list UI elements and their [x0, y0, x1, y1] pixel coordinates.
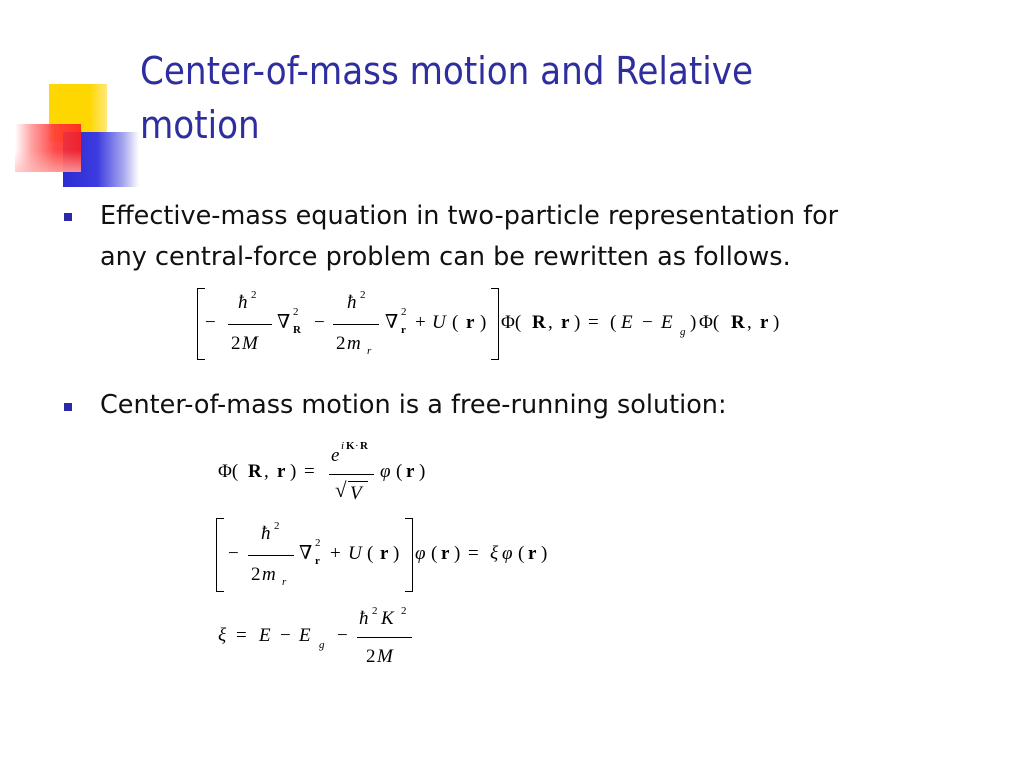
energy-Eg: E	[661, 312, 673, 333]
hbar-symbol: ħ	[347, 292, 357, 313]
mass-m: m	[262, 564, 276, 585]
vector-R: R	[248, 461, 262, 482]
deco-red-square-fade	[15, 124, 81, 172]
comma: ,	[747, 312, 752, 333]
bullet-marker-2	[64, 403, 72, 411]
plus-sign: +	[330, 543, 341, 564]
left-bracket	[197, 288, 205, 360]
paren: )	[419, 461, 426, 482]
paren: (	[396, 461, 403, 482]
paren: (	[367, 543, 374, 564]
vector-r: r	[277, 461, 286, 482]
subscript-g: g	[319, 639, 325, 651]
fraction-bar	[228, 324, 272, 325]
vector-R: R	[532, 312, 546, 333]
subscript-r: r	[367, 345, 372, 357]
hbar-symbol: ħ	[359, 608, 369, 629]
sqrt-symbol: √	[335, 478, 347, 502]
nabla-symbol: ∇	[299, 543, 313, 564]
minus-sign: −	[642, 312, 653, 333]
minus-sign: −	[314, 312, 325, 333]
nabla-symbol: ∇	[277, 312, 291, 333]
energy-E: E	[621, 312, 633, 333]
bullet-1-text	[100, 196, 838, 278]
superscript: 2	[293, 306, 299, 318]
volume-V: V	[350, 483, 362, 504]
subscript-R: R	[293, 324, 301, 336]
equals-sign: =	[468, 543, 479, 564]
hbar-symbol: ħ	[261, 523, 271, 544]
paren: )	[290, 461, 297, 482]
denominator-2: 2	[366, 646, 376, 667]
wavevector-K: K	[381, 608, 394, 629]
paren: )	[690, 312, 697, 333]
subscript-r: r	[401, 324, 406, 336]
comma: ,	[548, 312, 553, 333]
hbar-symbol: ħ	[238, 292, 248, 313]
superscript: 2	[251, 289, 257, 301]
paren: (	[610, 312, 617, 333]
superscript: 2	[274, 520, 280, 532]
superscript-R: R	[360, 440, 368, 452]
denominator-2: 2	[231, 333, 241, 354]
eigenvalue-xi: ξ	[218, 625, 227, 646]
right-bracket	[405, 518, 413, 592]
fraction-bar	[248, 555, 294, 556]
slide-title	[140, 44, 1000, 152]
equals-sign: =	[236, 625, 247, 646]
potential-U: U	[432, 312, 446, 333]
superscript-K: K	[346, 440, 355, 452]
dot-product: ·	[355, 440, 359, 452]
paren: (	[518, 543, 525, 564]
vector-r: r	[466, 312, 475, 333]
wavefunction-Phi: Φ(	[218, 461, 239, 482]
vector-r: r	[406, 461, 415, 482]
paren: )	[480, 312, 487, 333]
denominator-2: 2	[336, 333, 346, 354]
subscript-r: r	[315, 555, 320, 567]
bullet-1-line2: any central-force problem can be rewritten as follows.	[100, 242, 791, 272]
mass-m: m	[347, 333, 361, 354]
exponential-e: e	[331, 445, 340, 466]
denominator-2: 2	[251, 564, 261, 585]
superscript: 2	[360, 289, 366, 301]
wavefunction-varphi: φ	[380, 461, 391, 482]
slide-title-line1: Center-of-mass motion and Relative	[140, 49, 754, 93]
equals-sign: =	[304, 461, 315, 482]
wavefunction-varphi: φ	[415, 543, 426, 564]
paren: )	[574, 312, 581, 333]
right-bracket	[491, 288, 499, 360]
wavefunction-varphi: φ	[502, 543, 513, 564]
mass-M: M	[242, 333, 258, 354]
paren: )	[541, 543, 548, 564]
potential-U: U	[348, 543, 362, 564]
slide-title-line2: motion	[140, 103, 260, 147]
bullet-2-line1: Center-of-mass motion is a free-running solution:	[100, 390, 727, 420]
bullet-1-line1: Effective-mass equation in two-particle representation for	[100, 201, 839, 231]
minus-sign: −	[337, 625, 348, 646]
fraction-bar	[329, 474, 374, 475]
mass-M: M	[377, 646, 393, 667]
plus-sign: +	[415, 312, 426, 333]
paren: )	[454, 543, 461, 564]
superscript: 2	[372, 605, 378, 617]
vector-R: R	[731, 312, 745, 333]
vector-r: r	[380, 543, 389, 564]
nabla-symbol: ∇	[385, 312, 399, 333]
superscript-i: i	[341, 440, 345, 452]
superscript: 2	[401, 306, 407, 318]
paren: (	[452, 312, 459, 333]
subscript-g: g	[680, 326, 686, 338]
paren: )	[773, 312, 780, 333]
vector-r: r	[561, 312, 570, 333]
fraction-bar	[357, 637, 412, 638]
bullet-marker-1	[64, 213, 72, 221]
energy-E: E	[259, 625, 271, 646]
paren: (	[431, 543, 438, 564]
vector-r: r	[760, 312, 769, 333]
bullet-2-text	[100, 385, 727, 426]
fraction-bar	[333, 324, 379, 325]
wavefunction-Phi: Φ(	[699, 312, 720, 333]
energy-Eg: E	[299, 625, 311, 646]
minus-sign: −	[205, 312, 216, 333]
superscript: 2	[315, 537, 321, 549]
paren: )	[393, 543, 400, 564]
vector-r: r	[441, 543, 450, 564]
sqrt-overline	[348, 481, 368, 482]
equals-sign: =	[588, 312, 599, 333]
comma: ,	[264, 461, 269, 482]
subscript-r: r	[282, 576, 287, 588]
superscript: 2	[401, 605, 407, 617]
minus-sign: −	[228, 543, 239, 564]
eigenvalue-xi: ξ	[490, 543, 499, 564]
vector-r: r	[528, 543, 537, 564]
left-bracket	[216, 518, 224, 592]
wavefunction-Phi: Φ(	[501, 312, 522, 333]
minus-sign: −	[280, 625, 291, 646]
